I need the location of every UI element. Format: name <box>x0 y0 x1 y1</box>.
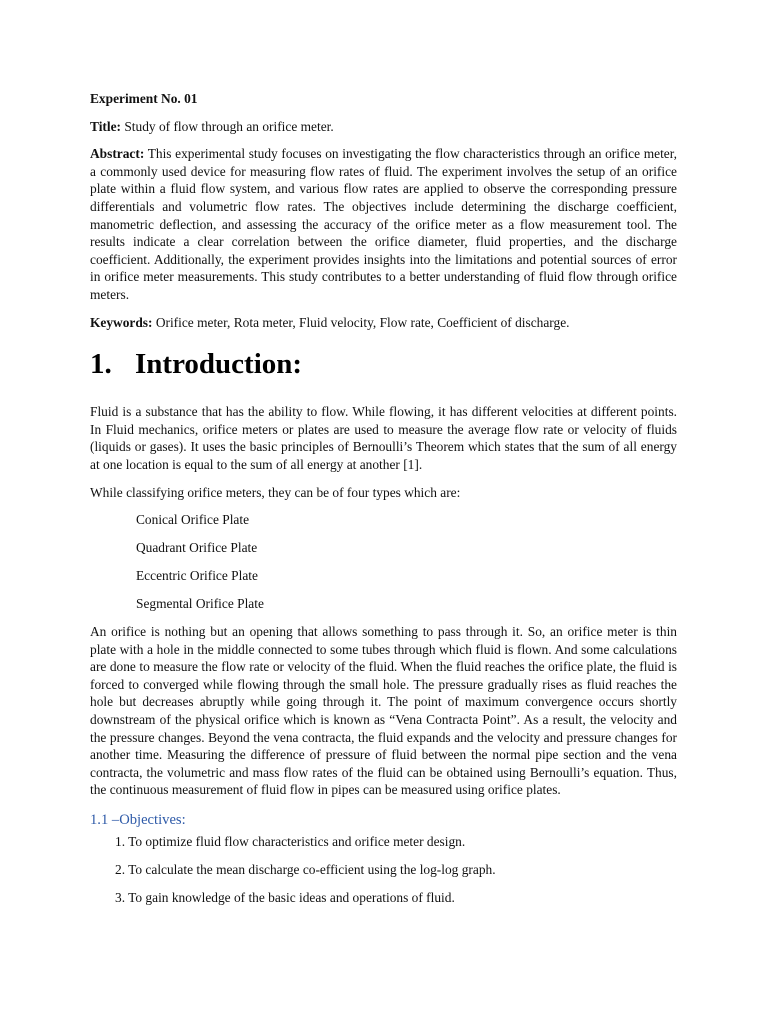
list-item: 3. To gain knowledge of the basic ideas and operations of fluid. <box>115 889 455 905</box>
list-item: Eccentric Orifice Plate <box>136 568 258 584</box>
keywords-label: Keywords: <box>90 314 153 330</box>
objectives-list <box>90 833 677 907</box>
list-item: 2. To calculate the mean discharge co-efficient using the log-log graph. <box>115 861 496 877</box>
abstract-text: This experimental study focuses on investigating the flow characteristics through an orifice meter, a commonly used device for measuring flow rates of fluid. The experiment involves the setup of an orifice plate within a fluid flow system, and various flow rates are applied to observe the corresponding pressure differentials and volumetric flow rates. The objectives include determining the discharge coefficient, manometric deflection, and assessing the accuracy of the orifice meter as a flow measurement tool. The results indicate a clear correlation between the orifice diameter, fluid properties, and the discharge coefficient. Additionally, the experiment provides insights into the limitations and potential sources of error in orifice meter measurements. This study contributes to a better understanding of fluid flow through orifice meters. <box>90 146 677 302</box>
orifice-types-list <box>90 511 677 613</box>
list-item: Quadrant Orifice Plate <box>136 540 258 556</box>
abstract-paragraph <box>90 145 677 303</box>
list-item: 1. To optimize fluid flow characteristics and orifice meter design. <box>115 833 466 849</box>
abstract-label: Abstract: <box>90 146 145 162</box>
keywords-text: Orifice meter, Rota meter, Fluid velocity, Flow rate, Coefficient of discharge. <box>152 314 570 330</box>
list-item: Conical Orifice Plate <box>136 512 250 528</box>
title-label: Title: <box>90 118 121 134</box>
title-line <box>90 118 677 136</box>
keywords-line <box>90 314 677 332</box>
section-title: Introduction: <box>135 348 303 381</box>
intro-paragraph-1: Fluid is a substance that has the ability to flow. While flowing, it has different velocities at different points. In Fluid mechanics, orifice meters or plates are used to measure the average flow rate or velocity of fluids (liquids or gases). It uses the basic principles of Bernoulli’s Theorem which states that the sum of all energy at one location is equal to the sum of all energy at another [1]. <box>90 404 677 472</box>
experiment-number: Experiment No. 01 <box>90 91 198 106</box>
intro-paragraph-2: While classifying orifice meters, they can be of four types which are: <box>90 484 461 500</box>
section-number: 1. <box>90 348 112 381</box>
title-text: Study of flow through an orifice meter. <box>121 118 334 134</box>
objectives-heading: 1.1 –Objectives: <box>90 811 186 828</box>
document-page <box>90 90 677 917</box>
intro-paragraph-3: An orifice is nothing but an opening that allows something to pass through it. So, an orifice meter is thin plate with a hole in the middle connected to some tubes through which fluid is flown. And some calculations are done to measure the flow rate or velocity of the fluid. When the fluid reaches the orifice plate, the fluid is forced to converged while flowing through the small hole. The pressure gradually rises as fluid reaches the hole but decreases abruptly while going through it. The point of maximum convergence occurs shortly downstream of the physical orifice which is known as “Vena Contracta Point”. As a result, the velocity and the pressure changes. Beyond the vena contracta, the fluid expands and the velocity and pressure changes for another time. Measuring the difference of pressure of fluid between the normal pipe section and the vena contracta, the volumetric and mass flow rates of the fluid can be obtained using Bernoulli’s equation. Thus, the continuous measurement of fluid flow in pipes can be measured using orifice plates. <box>90 624 677 798</box>
list-item: Segmental Orifice Plate <box>136 596 264 612</box>
introduction-heading <box>90 347 677 381</box>
